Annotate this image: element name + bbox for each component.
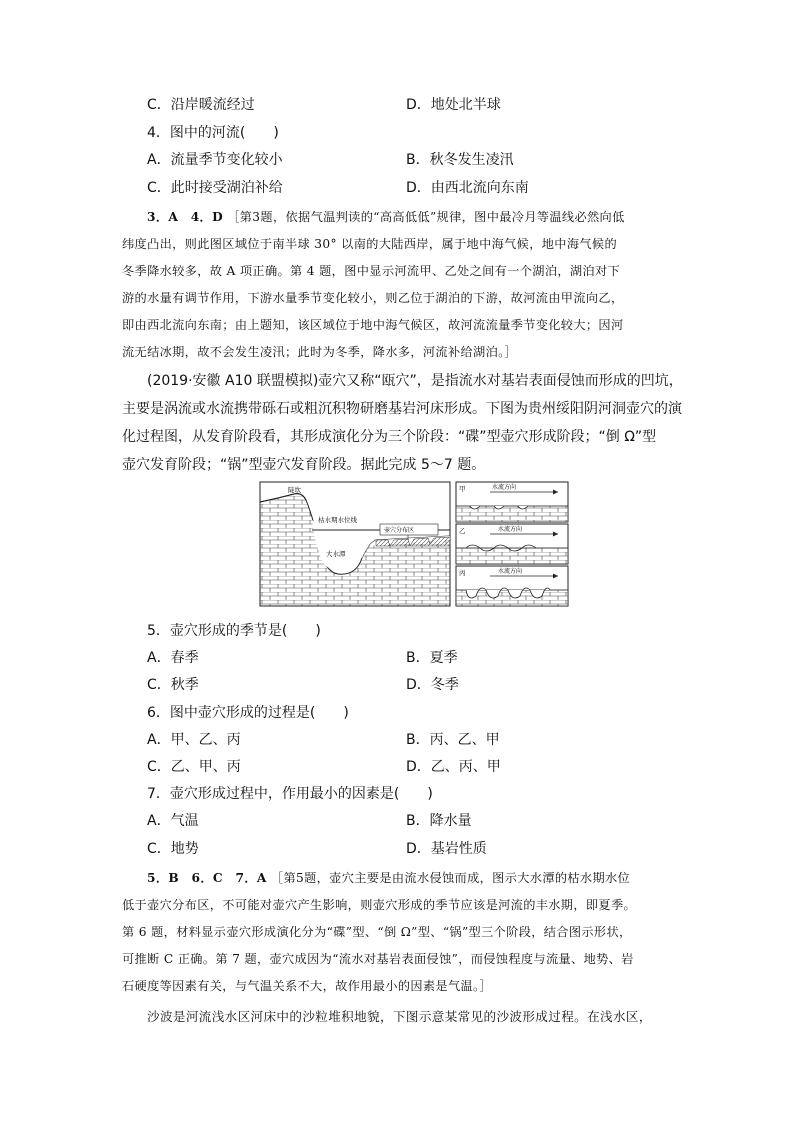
panel-jia-flow-label: 水流方向 xyxy=(492,484,517,491)
q6-option-a: A．甲、乙、丙 xyxy=(147,732,241,748)
q4-option-c: C．此时接受湖泊补给 xyxy=(147,180,283,196)
passage-line-1: (2019·安徽 A10 联盟模拟)壶穴又称“瓯穴”，是指流水对基岩表面侵蚀而形成的凹坑， xyxy=(147,373,683,389)
answer-3-4-line-5: 即由西北流向东南；由上题知，该区域位于地中海气候区，故河流流量季节变化较大；因河 xyxy=(122,318,624,332)
q6-stem: 6．图中壶穴形成的过程是( ) xyxy=(147,705,349,721)
answer-3-4-line-3: 冬季降水较多，故 A 项正确。第 4 题，图中显示河流甲、乙处之间有一个湖泊，湖泊对下 xyxy=(122,264,621,278)
panel-yi-flow-label: 水流方向 xyxy=(498,526,523,533)
answer-3-4-line-4: 游的水量有调节作用，下游水量季节变化较小，则乙位于湖泊的下游，故河流由甲流向乙， xyxy=(122,291,624,305)
q6-option-d: D．乙、丙、甲 xyxy=(406,759,501,775)
label-steep-bank: 陡坎 xyxy=(288,486,301,494)
answer-5-7-key: 5．B 6．C 7．A xyxy=(147,871,267,885)
answer-3-4-key: 3．A 4．D xyxy=(147,210,223,224)
q7-option-d: D．基岩性质 xyxy=(406,841,487,857)
answer-5-7-line-1 xyxy=(147,869,630,887)
q4-option-a: A．流量季节变化较小 xyxy=(147,152,283,168)
pothole-evolution-figure xyxy=(258,480,570,608)
answer-3-4-line-1 xyxy=(147,208,625,226)
q6-option-c: C．乙、甲、丙 xyxy=(147,759,241,775)
q7-option-a: A．气温 xyxy=(147,813,199,829)
q5-option-b: B．夏季 xyxy=(406,650,458,666)
q7-option-c: C．地势 xyxy=(147,841,199,857)
next-passage-line-1: 沙波是河流浅水区河床中的沙粒堆积地貌，下图示意某常见的沙波形成过程。在浅水区， xyxy=(147,1009,652,1024)
q4-option-d: D．由西北流向东南 xyxy=(406,180,529,196)
q7-option-b: B．降水量 xyxy=(406,813,472,829)
answer-3-4-text-1: ［第3题，依据气温判读的“高高低低”规律，图中最冷月等温线必然向低 xyxy=(227,210,625,224)
q3-option-c: C．沿岸暖流经过 xyxy=(147,97,255,113)
answer-5-7-line-3: 第 6 题，材料显示壶穴形成演化分为“碟”型、“倒 Ω”型、“锅”型三个阶段，结合图示形状， xyxy=(122,925,632,939)
q5-option-d: D．冬季 xyxy=(406,677,459,693)
passage-line-3: 化过程图，从发育阶段看，其形成演化分为三个阶段：“碟”型壶穴形成阶段；“倒 Ω”型 xyxy=(122,429,657,445)
panel-jia-stage: 甲 xyxy=(459,485,466,493)
passage-line-2: 主要是涡流或水流携带砾石或粗沉积物研磨基岩河床形成。下图为贵州绥阳阴河洞壶穴的演 xyxy=(122,401,682,417)
label-dry-season-water-level: 枯水期水位线 xyxy=(318,516,357,524)
cross-section-diagram xyxy=(260,482,450,606)
answer-5-7-text-1: ［第5题，壶穴主要是由流水侵蚀而成，图示大水潭的枯水期水位 xyxy=(270,871,631,885)
q7-stem: 7．壶穴形成过程中，作用最小的因素是( ) xyxy=(147,786,433,802)
panel-bing-flow-label: 水流方向 xyxy=(498,568,523,575)
panel-yi-stage: 乙 xyxy=(459,527,466,535)
panel-bing-stage: 丙 xyxy=(459,569,466,577)
answer-3-4-line-6: 流无结冰期，故不会发生凌汛；此时为冬季，降水多，河流补给湖泊。］ xyxy=(122,345,518,359)
q4-option-b: B．秋冬发生凌汛 xyxy=(406,152,514,168)
label-big-pool: 大水潭 xyxy=(326,550,346,558)
q5-stem: 5．壶穴形成的季节是( ) xyxy=(147,623,321,639)
answer-5-7-line-4: 可推断 C 正确。第 7 题，壶穴成因为“流水对基岩表面侵蚀”，而侵蚀程度与流量、地势、岩 xyxy=(122,952,634,966)
passage-line-4: 壶穴发育阶段；“锅”型壶穴发育阶段。据此完成 5～7 题。 xyxy=(122,457,486,473)
label-pothole-zone: 壶穴分布区 xyxy=(384,527,415,534)
q5-option-a: A．春季 xyxy=(147,650,199,666)
q3-option-d: D．地处北半球 xyxy=(406,97,501,113)
answer-3-4-line-2: 纬度凸出，则此图区域位于南半球 30° 以南的大陆西岸，属于地中海气候，地中海气候的 xyxy=(122,237,617,251)
q4-stem: 4．图中的河流( ) xyxy=(147,125,279,141)
q6-option-b: B．丙、乙、甲 xyxy=(406,732,500,748)
answer-5-7-line-2: 低于壶穴分布区，不可能对壶穴产生影响，则壶穴形成的季节应该是河流的丰水期，即夏季。 xyxy=(122,898,637,912)
q5-option-c: C．秋季 xyxy=(147,677,199,693)
answer-5-7-line-5: 石硬度等因素有关，与气温关系不大，故作用最小的因素是气温。］ xyxy=(122,979,493,993)
